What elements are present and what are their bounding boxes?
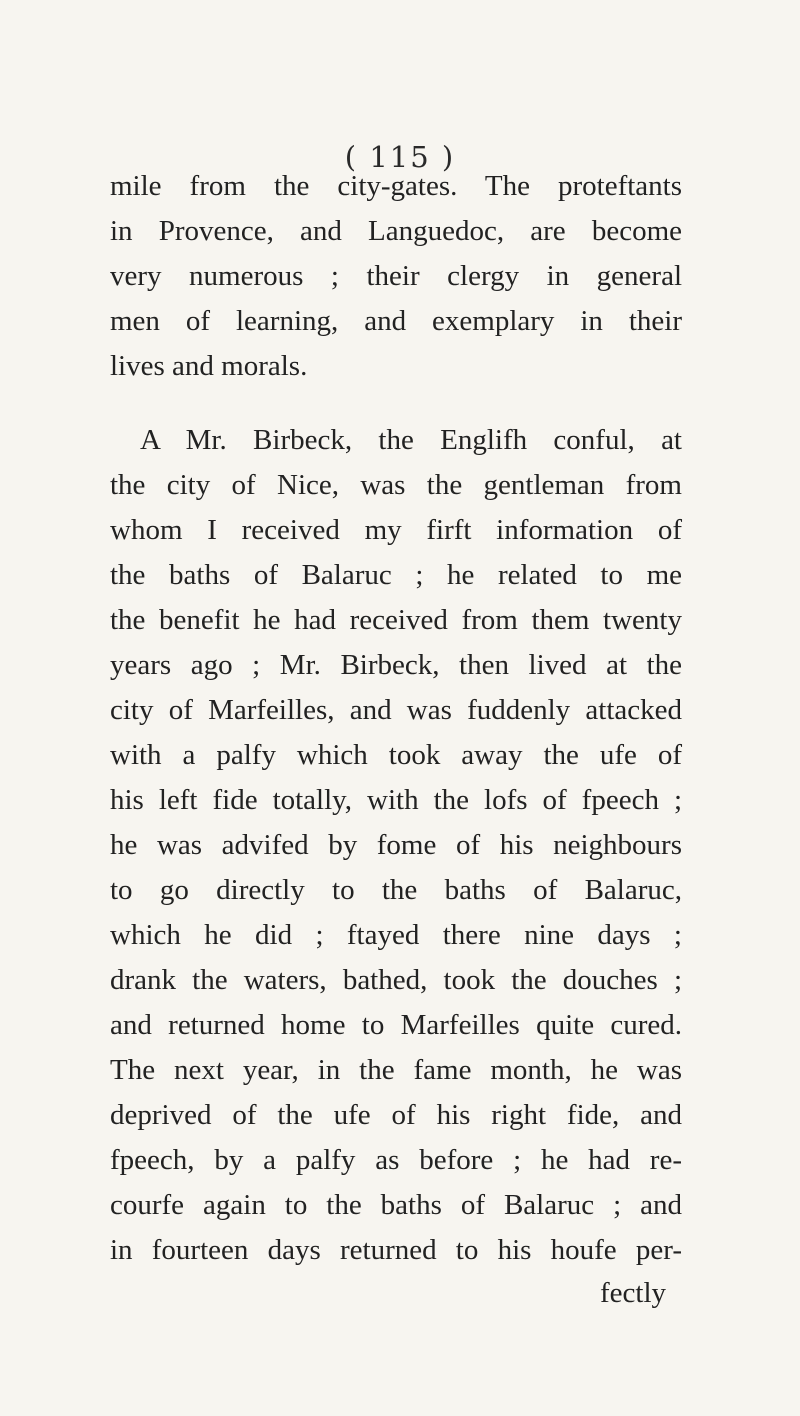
text-line: his left fide totally, with the lofs of fpeech ; bbox=[110, 784, 682, 816]
text-line: The next year, in the fame month, he was bbox=[110, 1054, 682, 1086]
text-line: to go directly to the baths of Balaruc, bbox=[110, 874, 682, 906]
text-line: the benefit he had received from them twenty bbox=[110, 604, 682, 636]
text-line: deprived of the ufe of his right fide, and bbox=[110, 1099, 682, 1131]
text-line: whom I received my firft information of bbox=[110, 514, 682, 546]
text-line: in Provence, and Languedoc, are become bbox=[110, 215, 682, 247]
text-line: A Mr. Birbeck, the Englifh conful, at bbox=[140, 424, 682, 456]
text-line: city of Marfeilles, and was fuddenly attacked bbox=[110, 694, 682, 726]
text-line: lives and morals. bbox=[110, 350, 308, 382]
text-line: in fourteen days returned to his houfe per- bbox=[110, 1234, 682, 1266]
text-line: men of learning, and exemplary in their bbox=[110, 305, 682, 337]
text-line: years ago ; Mr. Birbeck, then lived at the bbox=[110, 649, 682, 681]
text-line: the city of Nice, was the gentleman from bbox=[110, 469, 682, 501]
text-line: which he did ; ftayed there nine days ; bbox=[110, 919, 682, 951]
text-line: very numerous ; their clergy in general bbox=[110, 260, 682, 292]
text-line: courfe again to the baths of Balaruc ; and bbox=[110, 1189, 682, 1221]
text-line: with a palfy which took away the ufe of bbox=[110, 739, 682, 771]
text-line: drank the waters, bathed, took the douches ; bbox=[110, 964, 682, 996]
text-line: the baths of Balaruc ; he related to me bbox=[110, 559, 682, 591]
text-line: he was advifed by fome of his neighbours bbox=[110, 829, 682, 861]
text-line: fpeech, by a palfy as before ; he had re- bbox=[110, 1144, 682, 1176]
text-line: and returned home to Marfeilles quite cured. bbox=[110, 1009, 682, 1041]
text-line: mile from the city-gates. The proteftants bbox=[110, 170, 682, 202]
catchword: fectly bbox=[600, 1277, 667, 1309]
page-number: ( 115 ) bbox=[344, 140, 456, 174]
